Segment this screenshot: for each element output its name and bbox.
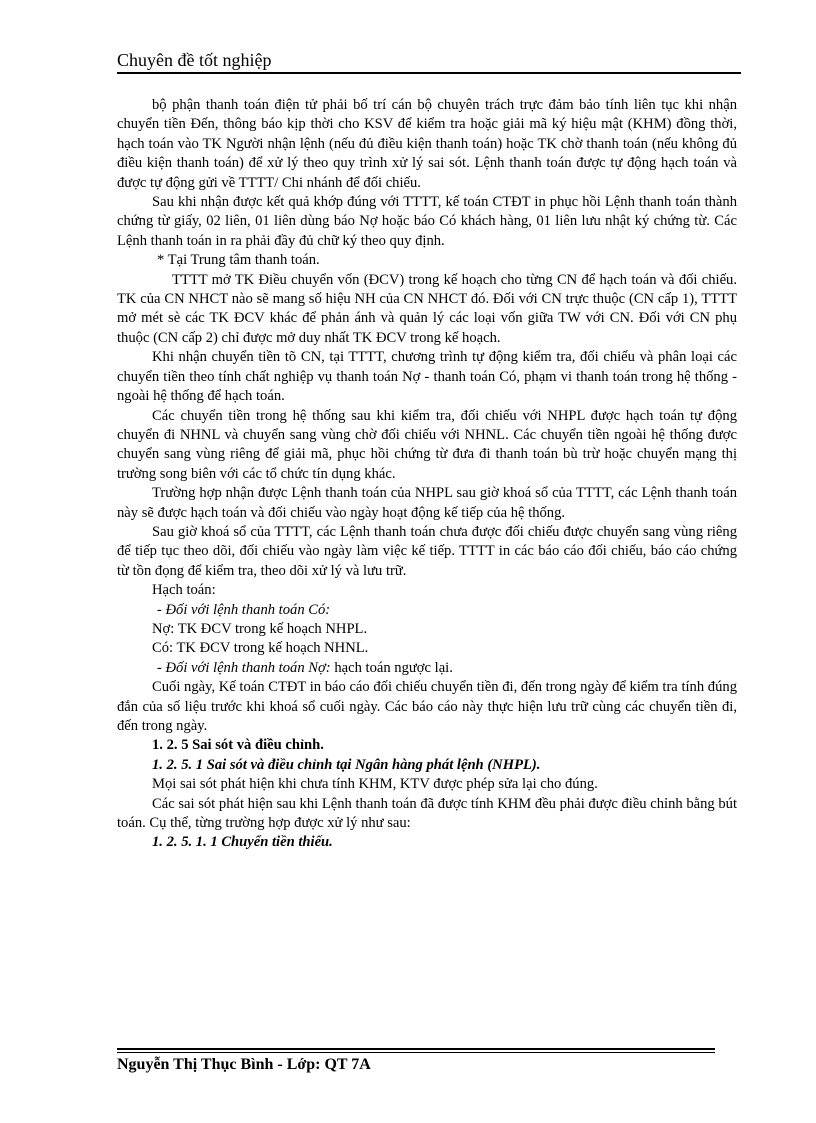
footer-author: Nguyễn Thị Thục Bình - Lớp: QT 7A (117, 1056, 371, 1073)
paragraph: bộ phận thanh toán điện tử phải bố trí cán bộ chuyên trách trực đảm bảo tính liên tục khi nhận chuyển tiền Đến, thông báo kịp thời cho KSV để kiểm tra hoặc giải mã ký hiệu mật (KHM) đồng thời, hạch toán vào TK Người nhận lệnh (nếu đủ điều kiện thanh toán) hoặc TK chờ thanh toán (nếu không đủ điều kiện thanh toán) để xử lý theo quy trình xử lý sai sót. Lệnh thanh toán được tự động hạch toán và được tự động gửi về TTTT/ Chi nhánh để đối chiếu. (117, 97, 737, 191)
paragraph: Các sai sót phát hiện sau khi Lệnh thanh toán đã được tính KHM đều phải được điều chỉnh bằng bút toán. Cụ thể, từng trường hợp được xử lý như sau: (117, 795, 737, 832)
paragraph: Có: TK ĐCV trong kế hoạch NHNL. (152, 640, 369, 657)
footer-rule (117, 1048, 715, 1050)
header-rule (117, 72, 741, 74)
paragraph: Cuối ngày, Kế toán CTĐT in báo cáo đối chiếu chuyển tiền đi, đến trong ngày để kiểm tra tính đúng đắn của số liệu trước khi khoá sổ cuối ngày. Các báo cáo này thực hiện lưu trữ cùng các chuyển tiền đi, đến trong ngày. (117, 679, 737, 734)
paragraph: Các chuyển tiền trong hệ thống sau khi kiểm tra, đối chiếu với NHPL được hạch toán tự động chuyển đi NHNL và chuyển sang vùng chờ đối chiếu với NHNL. Các chuyển tiền ngoài hệ thống được chuyển sang vùng riêng để giải mã, phục hồi chứng từ đưa đi thanh toán bù trừ hoặc chuyển mạng thị trường song biên với các tổ chức tín dụng khác. (117, 407, 737, 482)
header-title: Chuyên đề tốt nghiệp (117, 50, 272, 70)
subsection-heading: 1. 2. 5. 1 Sai sót và điều chỉnh tại Ngân hàng phát lệnh (NHPL). (152, 756, 541, 773)
document-body (117, 96, 737, 853)
paragraph: Trường hợp nhận được Lệnh thanh toán của NHPL sau giờ khoá sổ của TTTT, các Lệnh thanh toán này sẽ được hạch toán và đối chiếu vào ngày hoạt động kế tiếp của hệ thống. (117, 485, 737, 521)
paragraph: TTTT mở TK Điều chuyển vốn (ĐCV) trong kế hoạch cho từng CN để hạch toán và đối chiếu. TK của CN NHCT nào sẽ mang số hiệu NH của CN NHCT đó. Đối với CN trực thuộc (CN cấp 1), TTTT mở mét sè các TK ĐCV khác để phản ánh và quản lý các loại vốn giữa TW với CN. Đối với CN phụ thuộc (CN cấp 2) chỉ được mở duy nhất TK ĐCV trong kế hoạch. (117, 271, 737, 346)
section-label: * Tại Trung tâm thanh toán. (157, 252, 320, 269)
paragraph (117, 659, 737, 678)
paragraph: Mọi sai sót phát hiện khi chưa tính KHM, KTV được phép sửa lại cho đúng. (152, 776, 598, 793)
paragraph-text: hạch toán ngược lại. (330, 659, 453, 676)
subsubsection-heading: 1. 2. 5. 1. 1 Chuyển tiền thiếu. (152, 834, 333, 851)
italic-subheading: - Đối với lệnh thanh toán Có: (157, 601, 331, 618)
paragraph: Khi nhận chuyển tiền tõ CN, tại TTTT, chương trình tự động kiểm tra, đối chiếu và phân loại các chuyển tiền theo tính chất nghiệp vụ thanh toán Nợ - thanh toán Có, phạm vi thanh toán trong hệ thống - ngoài hệ thống để hạch toán. (117, 349, 737, 405)
paragraph: Sau khi nhận được kết quả khớp đúng với TTTT, kế toán CTĐT in phục hồi Lệnh thanh toán thành chứng từ giấy, 02 liên, 01 liên dùng báo Nợ hoặc báo Có khách hàng, 01 liên lưu nhật ký chứng từ. Các Lệnh thanh toán in ra phải đầy đủ chữ ký theo quy định. (117, 194, 737, 249)
footer-rule (117, 1052, 715, 1053)
section-heading: 1. 2. 5 Sai sót và điều chỉnh. (152, 737, 324, 754)
paragraph: Hạch toán: (152, 582, 216, 599)
paragraph: Sau giờ khoá sổ của TTTT, các Lệnh thanh toán chưa được đối chiếu được chuyển sang vùng riêng để tiếp tục theo dõi, đối chiếu vào ngày làm việc kế tiếp. TTTT in các báo cáo đối chiếu, báo cáo chứng từ tồn đọng để kiểm tra, theo dõi xử lý và lưu trữ. (117, 523, 737, 579)
italic-subheading: - Đối với lệnh thanh toán Nợ: (157, 659, 331, 676)
paragraph: Nợ: TK ĐCV trong kế hoạch NHPL. (152, 620, 368, 637)
